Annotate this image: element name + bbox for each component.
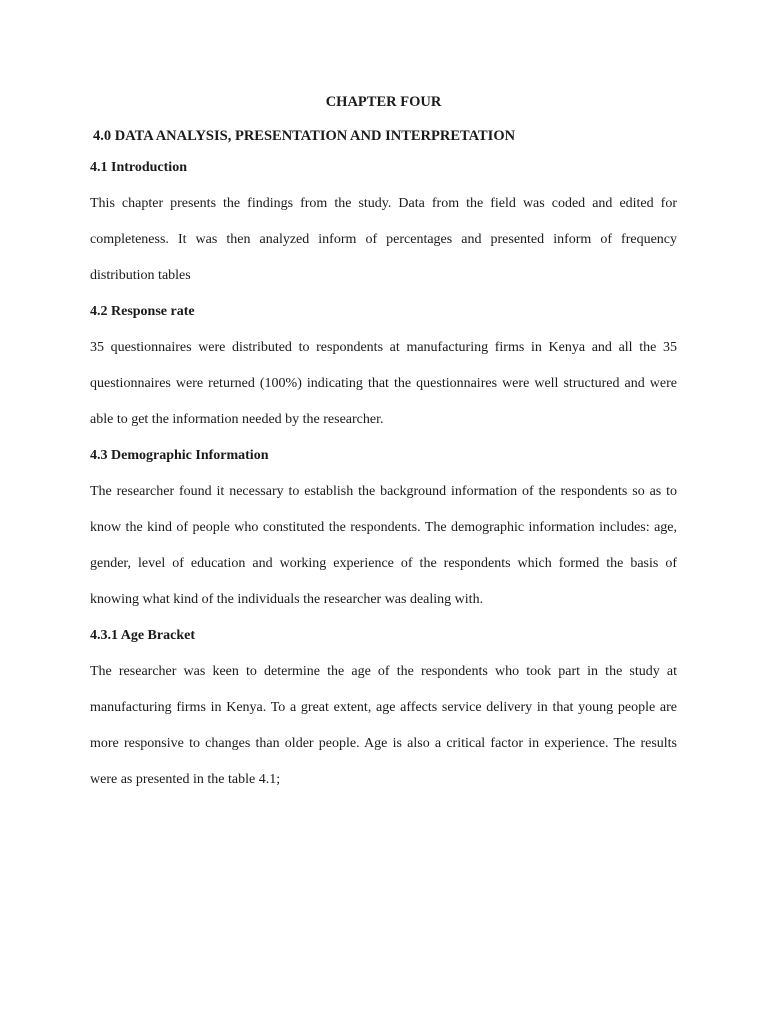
- section-age-bracket: [90, 618, 677, 798]
- section-paragraph: The researcher was keen to determine the age of the respondents who took part in the study at manufacturing firms in Kenya. To a great extent, age affects service delivery in that young people are more responsive to changes than older people. Age is also a critical factor in experience. The results were as presented in the table 4.1;: [90, 664, 677, 787]
- section-demographic-information: [90, 438, 677, 618]
- section-title: 4.0 DATA ANALYSIS, PRESENTATION AND INTERPRETATION: [93, 128, 516, 144]
- section-paragraph: 35 questionnaires were distributed to respondents at manufacturing firms in Kenya and all the 35 questionnaires were returned (100%) indicating that the questionnaires were well structured and were able to get the information needed by the researcher.: [90, 340, 677, 427]
- section-heading: 4.1 Introduction: [90, 160, 187, 175]
- chapter-title: CHAPTER FOUR: [325, 94, 442, 110]
- section-heading: 4.3 Demographic Information: [90, 448, 269, 463]
- document-page: [90, 88, 677, 798]
- section-heading: 4.3.1 Age Bracket: [90, 628, 195, 643]
- section-paragraph: This chapter presents the findings from the study. Data from the field was coded and edited for completeness. It was then analyzed inform of percentages and presented inform of frequency distribution tables: [90, 196, 677, 283]
- section-heading: 4.2 Response rate: [90, 304, 195, 319]
- section-paragraph: The researcher found it necessary to establish the background information of the respondents so as to know the kind of people who constituted the respondents. The demographic information includes: age, gender, level of education and working experience of the respondents which formed the basis of knowing what kind of the individuals the researcher was dealing with.: [90, 484, 677, 607]
- section-response-rate: [90, 294, 677, 438]
- section-introduction: [90, 150, 677, 294]
